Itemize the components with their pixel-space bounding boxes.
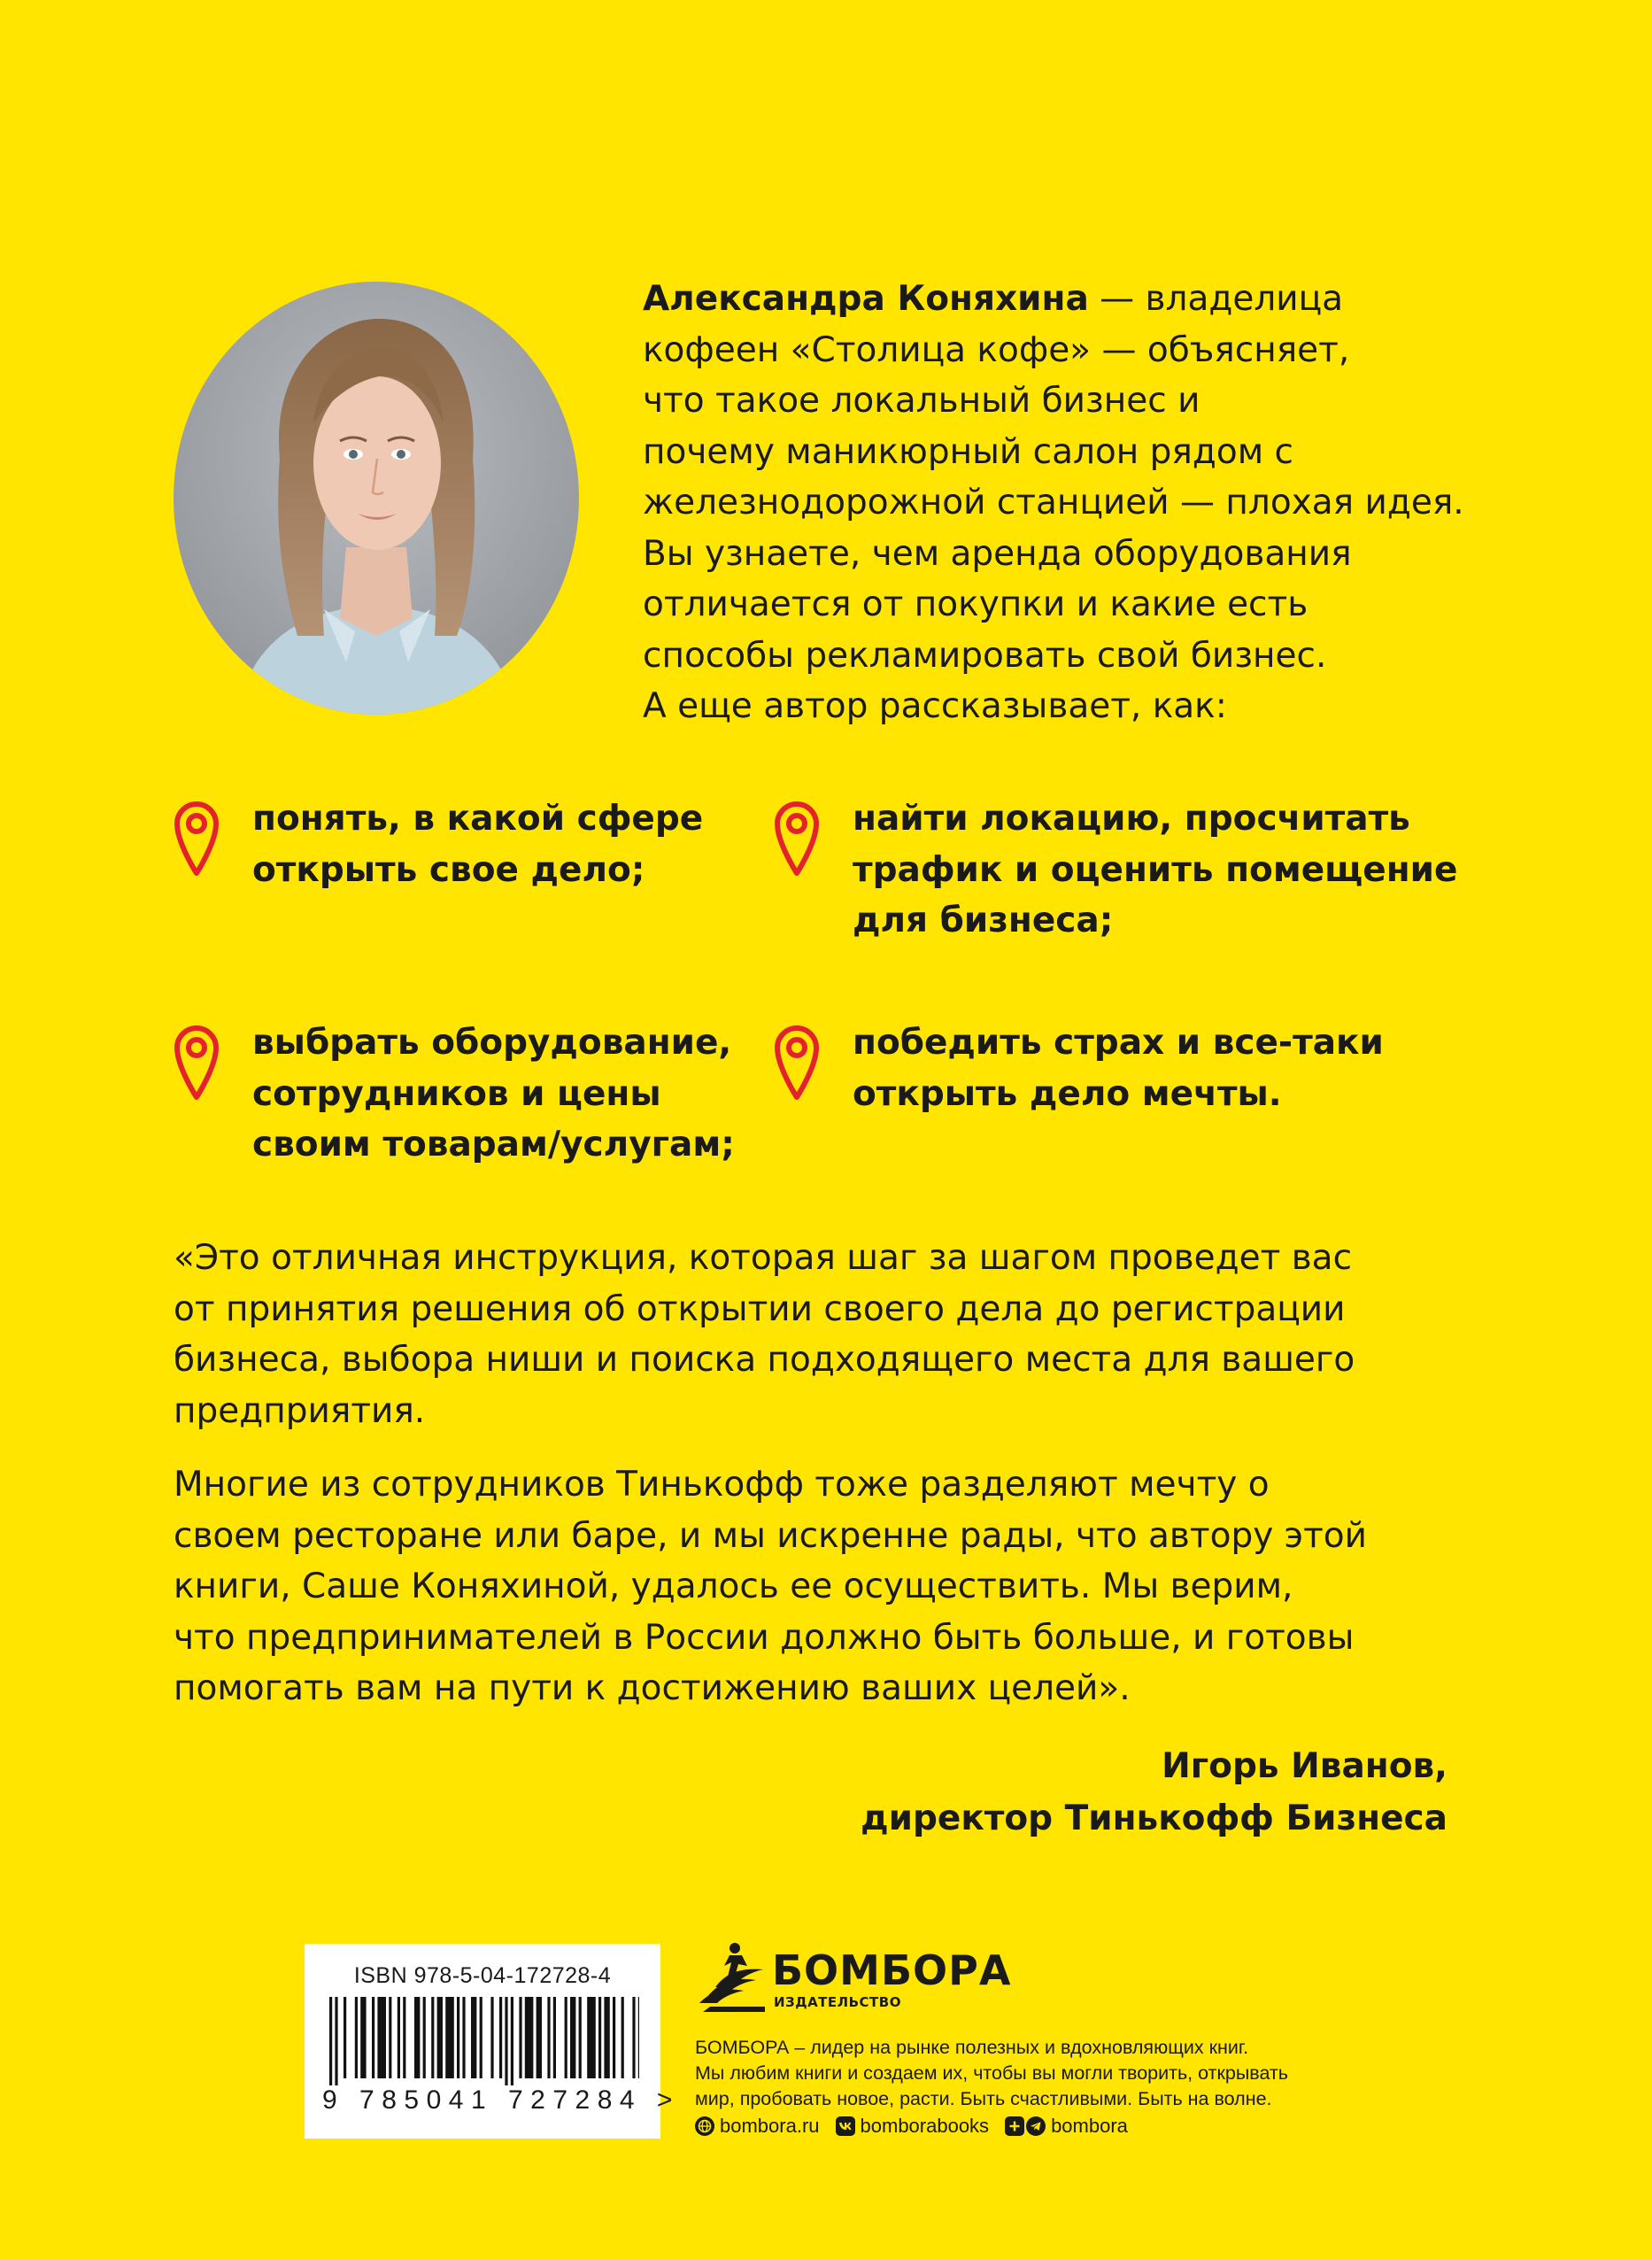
intro-line: отличается от покупки и какие есть: [643, 584, 1308, 624]
barcode-bar: [565, 1997, 567, 2078]
barcode-bar: [511, 1997, 513, 2085]
barcode-bar: [598, 1997, 601, 2078]
barcode-bar: [499, 1997, 502, 2078]
barcode-bar: [505, 1997, 507, 2085]
barcode-bar: [403, 1997, 405, 2078]
barcode-bar: [423, 1997, 426, 2078]
testimonial-quote: [174, 1233, 1484, 1737]
barcode-bar: [389, 1997, 391, 2078]
social-link-vk[interactable]: bomborabooks: [836, 2115, 990, 2138]
barcode-bar: [604, 1997, 609, 2078]
barcode-bar: [437, 1997, 443, 2078]
quote-author: Игорь Иванов,: [1162, 1746, 1447, 1786]
publisher-subtitle: ИЗДАТЕЛЬСТВО: [774, 1994, 901, 2010]
barcode-bar: [621, 1997, 624, 2078]
barcode-bar: [638, 1997, 639, 2078]
intro-line: почему маникюрный салон рядом с: [643, 431, 1293, 472]
vk-icon: [836, 2116, 855, 2136]
barcode-bar: [335, 1997, 337, 2085]
bullet-text: победить страх и все-таки открыть дело мечты.: [853, 1023, 1384, 1114]
barcode-bar: [377, 1997, 386, 2078]
author-portrait-image: [174, 282, 579, 715]
barcode-bar: [329, 1997, 332, 2085]
social-link-telegram[interactable]: bombora: [1005, 2115, 1128, 2138]
bullet-text: выбрать оборудование, сотрудников и цены своим товарам/услугам;: [252, 1023, 735, 1164]
quote-paragraph: Многие из сотрудников Тинькофф тоже разделяют мечту о своем ресторане или баре, и мы искренне рады, что автору этой книги, Саше Коняхиной, удалось ее осуществить. Мы верим, что предпринимателей в России должно быть больше, и готовы помогать вам на пути к достижению ваших целей».: [174, 1465, 1368, 1708]
telegram-icon: [1026, 2116, 1046, 2136]
barcode-bar: [519, 1997, 521, 2078]
author-photo: [174, 282, 579, 715]
location-pin-icon: [774, 799, 820, 877]
quote-author-title: директор Тинькофф Бизнеса: [861, 1799, 1447, 1838]
barcode-bar: [462, 1997, 465, 2078]
barcode-panel: [305, 1944, 680, 2139]
barcode-bar: [445, 1997, 454, 2078]
barcode-bar: [547, 1997, 550, 2078]
barcode-bar: [457, 1997, 459, 2078]
barcode-bar: [570, 1997, 575, 2078]
intro-line: кофеен «Столица кофе» — объясняет,: [643, 329, 1350, 370]
barcode-bar: [587, 1997, 596, 2078]
barcode-bar: [632, 1997, 635, 2078]
author-intro: [643, 274, 1510, 732]
publisher-name: БОМБОРА: [772, 1946, 1012, 1994]
quote-signature: [861, 1740, 1447, 1845]
publisher-description: БОМБОРА – лидер на рынке полезных и вдохновляющих книг. Мы любим книги и создаем их, чтобы вы могли творить, открывать мир, пробовать новое, расти. Быть счастливыми. Быть на волне.: [695, 2037, 1288, 2109]
publisher-socials: [695, 2115, 1144, 2138]
barcode-bar: [490, 1997, 493, 2078]
quote-paragraph: «Это отличная инструкция, которая шаг за шагом проведет вас от принятия решения об открытии своего дела до регистрации бизнеса, выбора ниши и поиска подходящего места для вашего предприятия.: [174, 1238, 1355, 1431]
location-pin-icon: [174, 1023, 220, 1101]
intro-line: Вы узнаете, чем аренда оборудования: [643, 533, 1352, 574]
intro-line: что такое локальный бизнес и: [643, 381, 1200, 421]
intro-line: железнодорожной станцией — плохая идея.: [643, 483, 1464, 522]
isbn-number: ISBN 978-5-04-172728-4: [353, 1963, 612, 1988]
barcode-bar: [525, 1997, 534, 2078]
barcode-bar: [579, 1997, 582, 2078]
barcode-icon: [329, 1997, 639, 2085]
intro-line: А еще автор рассказывает, как:: [643, 686, 1227, 726]
intro-line: способы рекламировать свой бизнес.: [643, 635, 1327, 676]
barcode-bar: [344, 1997, 346, 2078]
barcode-bar: [480, 1997, 482, 2078]
barcode-bar: [372, 1997, 374, 2078]
author-name: Александра Коняхина: [643, 279, 1089, 319]
bullet-text: понять, в какой сфере открыть свое дело;: [252, 799, 704, 890]
location-pin-icon: [774, 1023, 820, 1101]
barcode-bar: [537, 1997, 542, 2078]
barcode-bar: [613, 1997, 615, 2078]
barcode-bar: [471, 1997, 476, 2078]
barcode-bar: [553, 1997, 556, 2078]
plus-icon: [1005, 2116, 1024, 2136]
barcode-bar: [414, 1997, 420, 2078]
bullet-text: найти локацию, просчитать трафик и оценить помещение для бизнеса;: [853, 799, 1458, 940]
location-pin-icon: [174, 799, 220, 877]
barcode-digits: 9 785041 727284 >: [322, 2085, 680, 2115]
globe-icon: [695, 2116, 714, 2136]
intro-line-1: Александра Коняхина — владелица: [643, 279, 1344, 319]
barcode-bar: [398, 1997, 400, 2078]
barcode-bar: [431, 1997, 434, 2078]
barcode-bar: [360, 1997, 366, 2078]
bombora-logo-icon: [694, 1941, 774, 2015]
barcode-bar: [355, 1997, 358, 2078]
social-link-website[interactable]: bombora.ru: [695, 2115, 820, 2138]
